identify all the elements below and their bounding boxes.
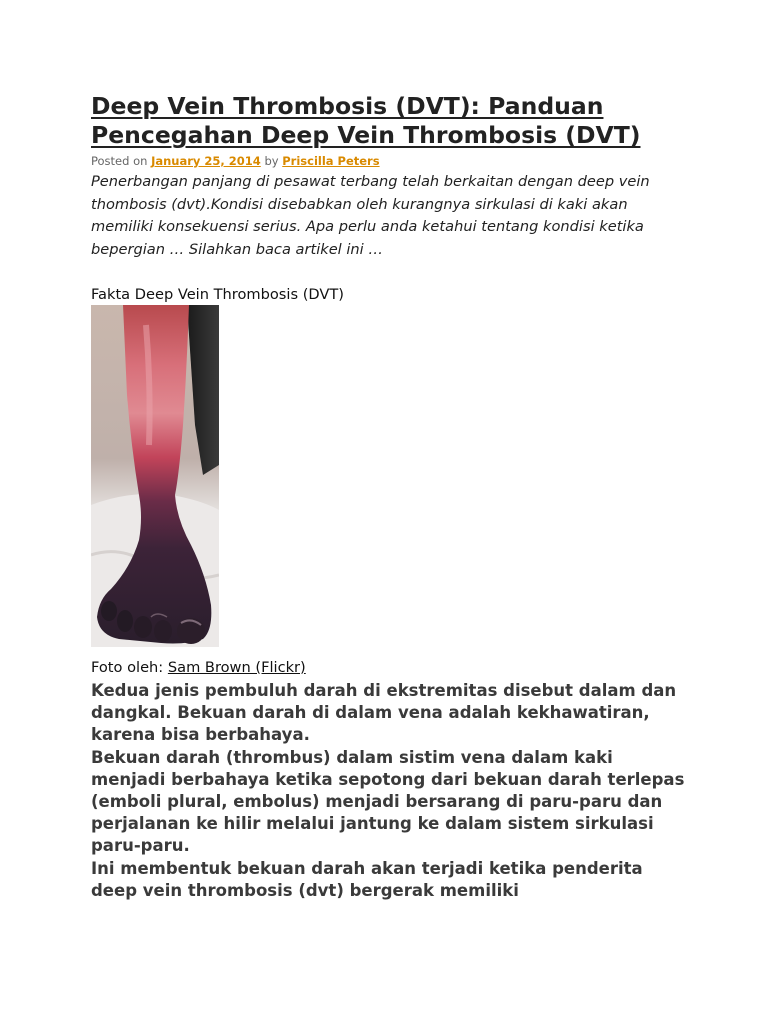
author-link[interactable]: Priscilla Peters [282,154,380,168]
photo-caption-label: Foto oleh: [91,659,164,676]
article-intro: Penerbangan panjang di pesawat terbang telah berkaitan dengan deep vein thombosis (dvt).Kondisi disebabkan oleh kurangnya sirkulasi di kaki akan memiliki konsekuensi serius. Apa perlu anda ketahui tentang kondisi ketika bepergian … Silahkan baca artikel ini … [91,173,650,258]
leg-photo [91,305,219,647]
body-paragraph-3: Ini membentuk bekuan darah akan terjadi ketika penderita deep vein thrombosis (dvt) bergerak memiliki [91,858,643,900]
post-date-link[interactable]: January 25, 2014 [151,154,261,168]
article-title-link[interactable]: Deep Vein Thrombosis (DVT): Panduan Pencegahan Deep Vein Thrombosis (DVT) [91,92,641,149]
body-paragraph-1: Kedua jenis pembuluh darah di ekstremitas disebut dalam dan dangkal. Bekuan darah di dalam vena adalah kekhawatiran, karena bisa berbahaya. [91,681,677,745]
post-meta [91,154,691,169]
body-paragraph-2: Bekuan darah (thrombus) dalam sistim vena dalam kaki menjadi berbahaya ketika sepotong dari bekuan darah terlepas (emboli plural, embolus) menjadi bersarang di paru-paru dan perjalanan ke hilir melalui jantung ke dalam sistem sirkulasi paru-paru. [91,747,685,856]
posted-on-label: Posted on [91,154,148,168]
section-heading: Fakta Deep Vein Thrombosis (DVT) [91,286,344,303]
article [91,92,691,902]
photo-caption [91,658,691,678]
article-body [91,680,691,902]
leg-photo-illustration [91,305,219,647]
photo-credit-link[interactable]: Sam Brown (Flickr) [167,659,306,676]
by-label: by [264,154,279,168]
